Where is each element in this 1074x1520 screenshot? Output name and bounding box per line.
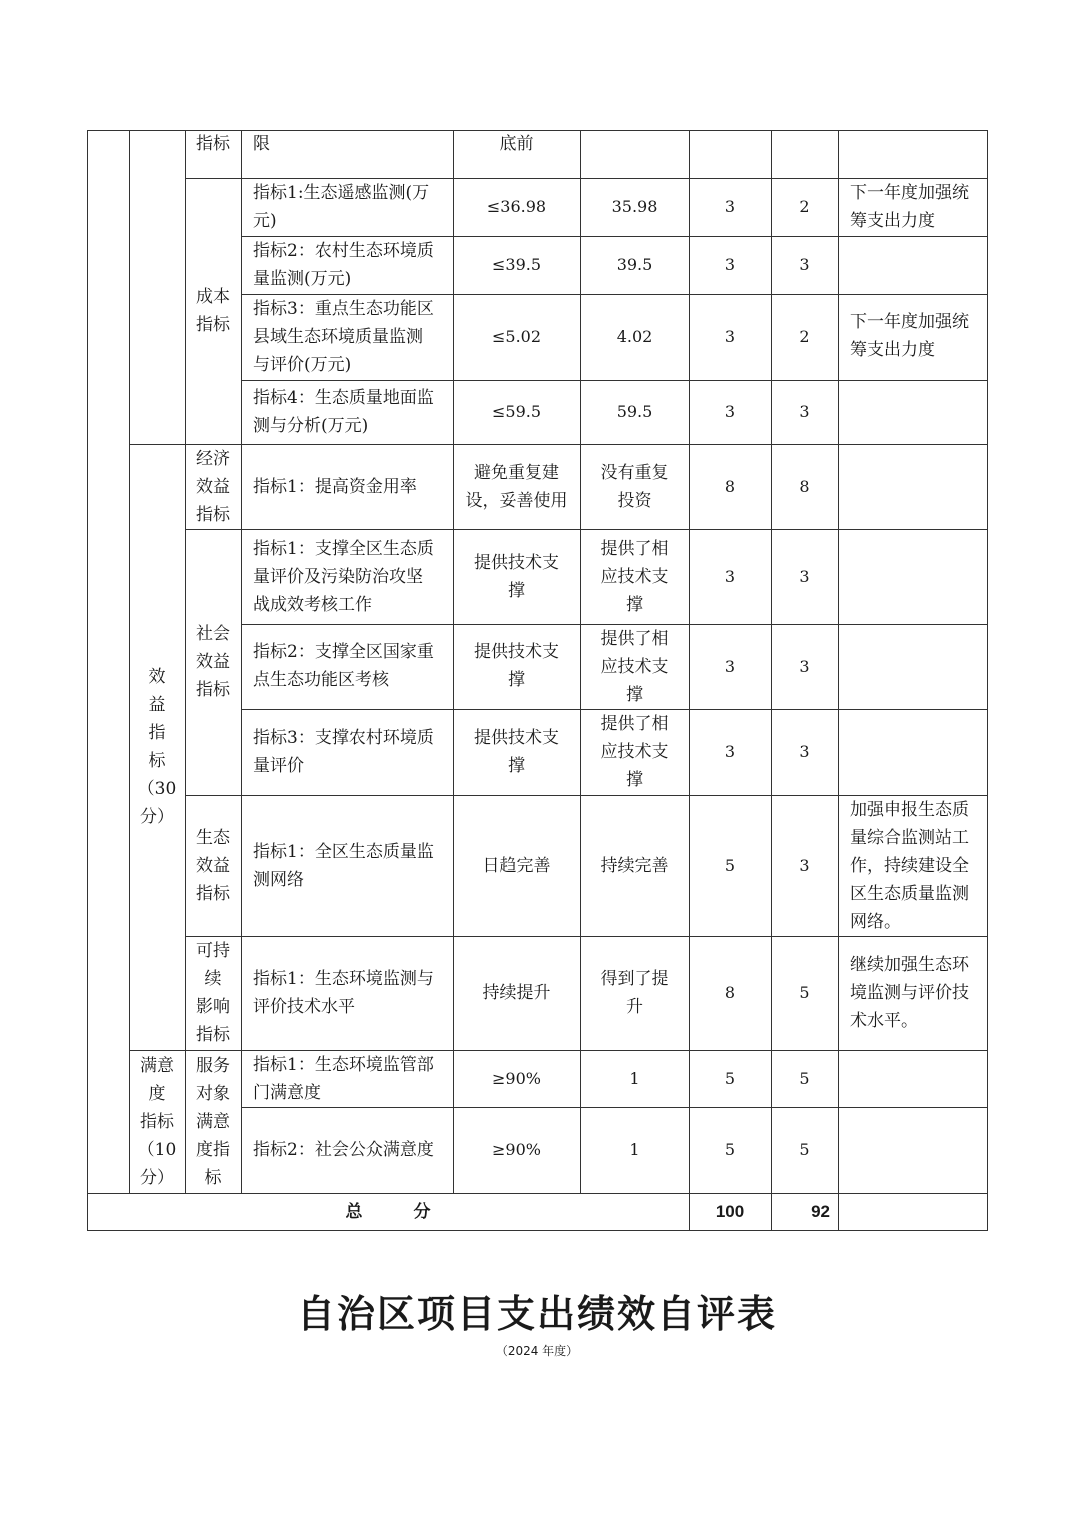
- sustainable-row-1-actual: 得到了提 升: [600, 969, 669, 1017]
- performance-table: [87, 130, 988, 1231]
- total-note: [838, 1193, 988, 1231]
- cost-row-3-score: 2: [799, 327, 810, 346]
- social-row-3-indicator: 指标3：支撑农村环境质 量评价: [253, 728, 434, 776]
- social-group-label: 社会 效益 指标: [196, 624, 230, 700]
- target-cell-top: 底前: [499, 134, 534, 154]
- economic-row-1-weight: 8: [724, 476, 736, 496]
- social-row-1-weight: 3: [724, 566, 736, 586]
- satisfaction-row-1-note: [838, 1050, 988, 1107]
- social-row-2-weight: 3: [724, 656, 736, 676]
- satisfaction-row-2-target: ≥90%: [492, 1140, 541, 1159]
- cost-row-1-weight: 3: [724, 197, 736, 216]
- total-label: 总 分: [345, 1202, 431, 1221]
- economic-row-1-score: 8: [799, 476, 810, 496]
- ecological-row-1-note: 加强申报生态质 量综合监测站工 作，持续建设全 区生态质量监测 网络。: [850, 799, 969, 932]
- satisfaction-row-2-note: [838, 1107, 988, 1193]
- cost-row-3-actual: 4.02: [616, 327, 653, 346]
- satisfaction-row-1-score: 5: [799, 1068, 810, 1088]
- cost-group-label: 成本 指标: [196, 287, 230, 335]
- cost-row-1-score: 2: [799, 197, 810, 216]
- satisfaction-row-2-weight: 5: [724, 1140, 736, 1159]
- sustainable-row-1-score: 5: [799, 983, 810, 1002]
- total-weight: 100: [715, 1202, 745, 1221]
- cost-row-4-note: [838, 380, 988, 444]
- cost-row-4-weight: 3: [724, 402, 736, 421]
- social-row-1-indicator: 指标1：支撑全区生态质 量评价及污染防治攻坚 战成效考核工作: [253, 538, 434, 615]
- satisfaction-row-1-indicator: 指标1：生态环境监管部 门满意度: [253, 1054, 434, 1103]
- cost-row-2-weight: 3: [724, 255, 736, 274]
- cost-row-1-note: 下一年度加强统 筹支出力度: [850, 183, 969, 231]
- economic-row-1-indicator: 指标1：提高资金用率: [253, 476, 417, 497]
- economic-row-1-actual: 没有重复 投资: [600, 462, 669, 511]
- social-row-3-note: [838, 709, 988, 795]
- economic-row-1-target: 避免重复建 设，妥善使用: [465, 462, 568, 511]
- ecological-row-1-indicator: 指标1：全区生态质量监 测网络: [253, 841, 434, 890]
- satisfaction-row-1-actual: 1: [629, 1068, 640, 1088]
- satisfaction-row-1-weight: 5: [724, 1068, 736, 1088]
- cost-row-3-target: ≤5.02: [491, 327, 542, 346]
- cost-row-2-actual: 39.5: [616, 255, 653, 274]
- social-row-1-target: 提供技术支 撑: [474, 552, 559, 601]
- satisfaction-row-2-indicator: 指标2：社会公众满意度: [253, 1140, 434, 1160]
- ecological-row-1-score: 3: [799, 855, 810, 875]
- benefit-level1-label: 效 益 指 标 （30 分）: [137, 667, 177, 827]
- sustainable-row-1-indicator: 指标1：生态环境监测与 评价技术水平: [253, 969, 434, 1017]
- economic-row-1-note: [838, 444, 988, 529]
- ecological-group-label: 生态 效益 指标: [196, 827, 230, 904]
- score-cell-top: [771, 130, 838, 158]
- social-row-3-target: 提供技术支 撑: [474, 728, 559, 776]
- satisfaction-row-2-actual: 1: [629, 1140, 640, 1159]
- cost-row-1-actual: 35.98: [611, 197, 658, 216]
- satisfaction-row-2-score: 5: [799, 1140, 810, 1159]
- cost-row-2-score: 3: [799, 255, 810, 274]
- social-row-1-actual: 提供了相 应技术支 撑: [600, 538, 669, 615]
- total-score: 92: [811, 1202, 830, 1221]
- social-row-2-target: 提供技术支 撑: [474, 642, 559, 690]
- social-row-2-score: 3: [799, 656, 810, 676]
- satisfaction-row-1-target: ≥90%: [492, 1068, 541, 1088]
- category-cell-top: 指标: [196, 134, 230, 154]
- cost-row-4-score: 3: [799, 402, 810, 421]
- social-row-2-note: [838, 624, 988, 709]
- satisfaction-level1-label: 满意 度 指标 （10 分）: [137, 1055, 177, 1188]
- economic-group-label: 经济 效益 指标: [196, 448, 230, 525]
- cost-row-2-note: [838, 236, 988, 294]
- weight-cell-top: [689, 130, 771, 158]
- cost-row-1-target: ≤36.98: [486, 197, 547, 216]
- ecological-row-1-weight: 5: [724, 855, 736, 875]
- cost-row-3-indicator: 指标3：重点生态功能区 县域生态环境质量监测 与评价(万元): [253, 299, 434, 375]
- social-row-3-weight: 3: [724, 742, 736, 761]
- social-row-3-score: 3: [799, 742, 810, 761]
- social-row-1-note: [838, 529, 988, 624]
- cost-row-1-indicator: 指标1:生态遥感监测(万 元): [253, 183, 430, 231]
- sustainable-row-1-note: 继续加强生态环 境监测与评价技 术水平。: [850, 955, 969, 1031]
- cost-row-2-indicator: 指标2：农村生态环境质 量监测(万元): [253, 241, 434, 289]
- satisfaction-group-label: 服务 对象 满意 度指 标: [196, 1055, 230, 1188]
- cost-row-2-target: ≤39.5: [491, 255, 542, 274]
- note-cell-top: [838, 130, 988, 158]
- cost-row-4-indicator: 指标4：生态质量地面监 测与分析(万元): [253, 388, 434, 436]
- sustainable-row-1-weight: 8: [724, 983, 736, 1002]
- cost-row-3-weight: 3: [724, 327, 736, 346]
- social-row-2-indicator: 指标2：支撑全区国家重 点生态功能区考核: [253, 642, 434, 690]
- page-title: 自治区项目支出绩效自评表: [296, 1291, 777, 1336]
- cost-row-4-target: ≤59.5: [491, 402, 542, 421]
- cost-row-3-note: 下一年度加强统 筹支出力度: [850, 312, 969, 360]
- ecological-row-1-actual: 持续完善: [600, 855, 669, 876]
- actual-cell-top: [580, 130, 689, 158]
- social-row-2-actual: 提供了相 应技术支 撑: [600, 628, 669, 705]
- indicator-cell-top: 限: [253, 134, 270, 154]
- social-row-3-actual: 提供了相 应技术支 撑: [600, 714, 669, 790]
- ecological-row-1-target: 日趋完善: [482, 855, 551, 876]
- cost-row-4-actual: 59.5: [616, 402, 653, 421]
- page-subtitle: （2024 年度）: [495, 1344, 579, 1358]
- social-row-1-score: 3: [799, 566, 810, 586]
- sustainable-group-label: 可持 续 影响 指标: [196, 941, 230, 1045]
- sustainable-row-1-target: 持续提升: [482, 983, 551, 1003]
